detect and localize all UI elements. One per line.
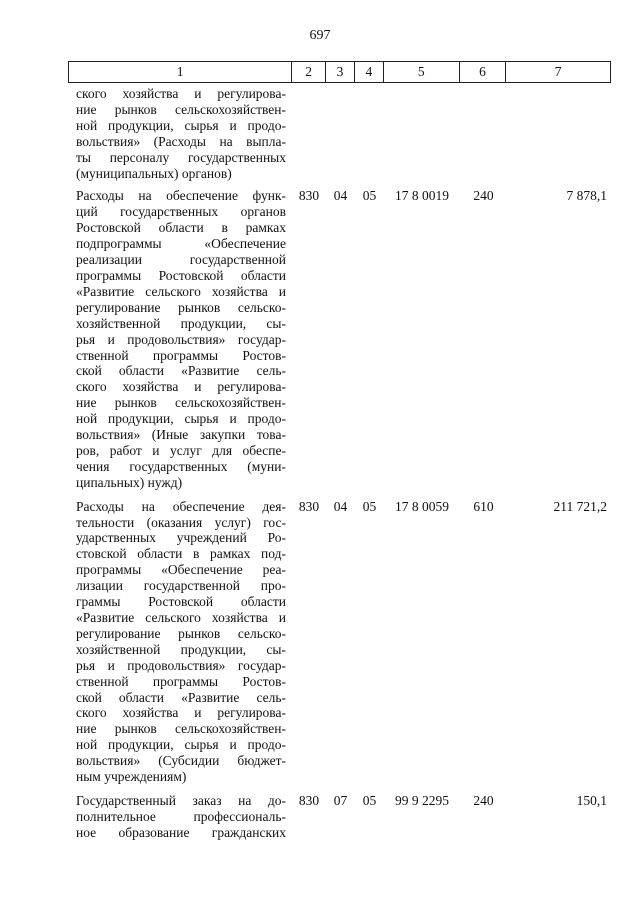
description-line: ского хозяйства и регулирова-	[76, 379, 286, 395]
description-line: ственной программы Ростов-	[76, 673, 286, 689]
description-line: ского хозяйства и регулирова-	[76, 705, 286, 721]
description-line: рья и продовольствия» государ-	[76, 657, 286, 673]
cell-subsection: 05	[362, 792, 377, 808]
description-line: программы «Обеспечение реа-	[76, 562, 286, 578]
cell-subsection: 05	[362, 498, 377, 514]
cell-expense-type	[460, 86, 507, 181]
description-line: лизации государственной про-	[76, 578, 286, 594]
description-line: Государственный заказ на до-	[76, 792, 286, 808]
cell-section: 07	[333, 792, 348, 808]
description-line: ние рынков сельскохозяйствен-	[76, 101, 286, 117]
cell-amount: 150,1	[576, 792, 607, 808]
description-line: ципальных) нужд)	[76, 474, 183, 490]
cell-expense-type: 610	[473, 498, 494, 514]
description-line: вольствия» (Иные закупки това-	[76, 427, 286, 443]
column-header-3: 3	[326, 62, 355, 82]
column-header-2: 2	[292, 62, 326, 82]
cell-section: 04	[333, 188, 348, 204]
description-line: Расходы на обеспечение функ-	[76, 188, 286, 204]
column-header-7: 7	[554, 64, 562, 79]
cell-target-article	[384, 86, 460, 181]
description-line: тельности (оказания услуг) гос-	[76, 514, 286, 530]
cell-section: 04	[333, 498, 348, 514]
row-description	[68, 793, 292, 841]
description-line: «Развитие сельского хозяйства и	[76, 283, 286, 299]
cell-code: 830	[298, 188, 320, 204]
table-body	[68, 86, 611, 841]
description-line: ной продукции, сырья и продо-	[76, 411, 286, 427]
cell-target-article: 17 8 0019	[395, 188, 449, 204]
description-line: ты персоналу государственных	[76, 149, 286, 165]
cell-amount: 211 721,2	[553, 498, 607, 514]
cell-subsection: 05	[362, 188, 377, 204]
description-line: ной продукции, сырья и продо-	[76, 117, 286, 133]
cell-code	[292, 86, 326, 181]
description-line: ние рынков сельскохозяйствен-	[76, 395, 286, 411]
description-line: ций государственных органов	[76, 204, 286, 220]
description-line: граммы Ростовской области	[76, 594, 286, 610]
column-header-5: 5	[384, 62, 460, 82]
cell-target-article: 99 9 2295	[395, 792, 449, 808]
column-header-4: 4	[355, 62, 384, 82]
cell-amount: 7 878,1	[566, 188, 607, 204]
table-row	[68, 188, 611, 490]
description-line: ского хозяйства и регулирова-	[76, 86, 286, 101]
cell-expense-type: 240	[473, 792, 494, 808]
description-line: (муниципальных) органов)	[76, 165, 232, 181]
description-line: полнительное профессиональ-	[76, 808, 286, 824]
row-description	[68, 86, 292, 181]
description-line: реализации государственной	[76, 252, 286, 268]
description-line: Ростовской области в рамках	[76, 220, 286, 236]
column-header-6: 6	[460, 62, 507, 82]
description-line: рья и продовольствия» государ-	[76, 331, 286, 347]
description-line: подпрограммы «Обеспечение	[76, 236, 286, 252]
cell-section	[326, 86, 355, 181]
description-line: ной продукции, сырья и продо-	[76, 737, 286, 753]
table-row	[68, 86, 611, 181]
cell-code: 830	[298, 498, 320, 514]
description-line: чения государственных (муни-	[76, 458, 286, 474]
cell-amount	[507, 86, 611, 181]
column-header-1: 1	[69, 62, 292, 82]
description-line: «Развитие сельского хозяйства и	[76, 610, 286, 625]
description-line: ственной программы Ростов-	[76, 347, 286, 363]
table-row	[68, 499, 611, 785]
description-line: вольствия» (Субсидии бюджет-	[76, 753, 286, 769]
description-line: ние рынков сельскохозяйствен-	[76, 721, 286, 737]
cell-code: 830	[298, 792, 320, 808]
row-description	[68, 188, 292, 490]
description-line: ской области «Развитие сель-	[76, 363, 286, 379]
cell-target-article: 17 8 0059	[395, 498, 449, 514]
description-line: Расходы на обеспечение дея-	[76, 498, 286, 514]
cell-expense-type: 240	[473, 188, 494, 204]
description-line: регулирование рынков сельско-	[76, 299, 286, 315]
description-line: ным учреждениям)	[76, 769, 187, 785]
description-line: хозяйственной продукции, сы-	[76, 641, 286, 657]
description-line: ное образование гражданских	[76, 824, 286, 840]
row-description	[68, 499, 292, 785]
cell-subsection	[355, 86, 384, 181]
table-header	[68, 61, 611, 83]
description-line: ударственных учреждений Ро-	[76, 530, 286, 546]
description-line: ров, работ и услуг для обеспе-	[76, 442, 286, 458]
description-line: программы Ростовской области	[76, 267, 286, 283]
description-line: регулирование рынков сельско-	[76, 625, 286, 641]
description-line: вольствия» (Расходы на выпла-	[76, 133, 286, 149]
page-number: 697	[309, 28, 331, 43]
description-line: ской области «Развитие сель-	[76, 689, 286, 705]
table-row	[68, 793, 611, 841]
description-line: стовской области в рамках под-	[76, 546, 286, 562]
description-line: хозяйственной продукции, сы-	[76, 315, 286, 331]
